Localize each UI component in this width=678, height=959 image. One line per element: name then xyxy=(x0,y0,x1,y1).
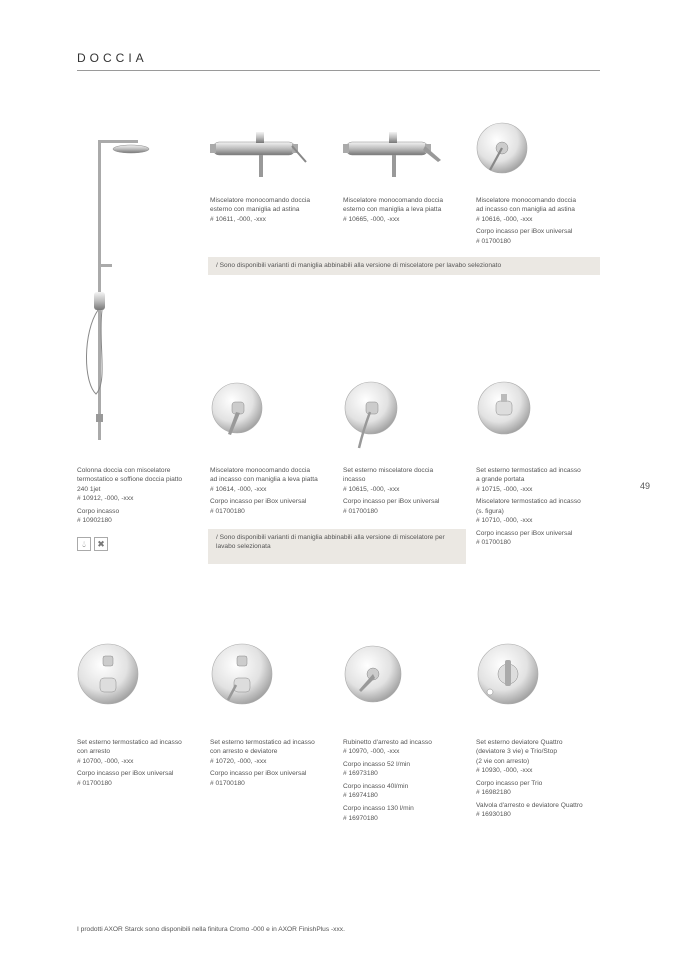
product-text-line: termostatico e soffione doccia piatto xyxy=(77,476,183,484)
article-number: # 16930180 xyxy=(476,811,511,819)
product-text-line: con arresto e deviatore xyxy=(210,748,278,756)
shut-off-valve-image xyxy=(343,642,405,708)
article-number: # 10720, -000, -xxx xyxy=(210,757,267,765)
thermostat-with-diverter-image xyxy=(210,640,276,710)
product-spec-group xyxy=(343,466,471,494)
article-number: # 10710, -000, -xxx xyxy=(476,516,533,524)
product-text-line: Corpo incasso per iBox universal xyxy=(343,498,440,506)
product-description xyxy=(77,738,205,791)
product-description xyxy=(476,466,604,551)
product-description xyxy=(210,466,338,519)
water-drop-icon: 💧︎ xyxy=(77,537,91,551)
product-description xyxy=(343,196,471,227)
product-description xyxy=(210,196,338,227)
product-text-line: Set esterno deviatore Quattro xyxy=(476,739,563,746)
product-spec-group xyxy=(343,738,471,757)
product-text-line: a grande portata xyxy=(476,476,525,484)
page-number: 49 xyxy=(640,481,651,491)
handle-variants-note: / Sono disponibili varianti di maniglia abbinabili alla versione di miscelatore per lavabo selezionato xyxy=(208,257,600,275)
concealed-mixer-lever-handle-image xyxy=(210,378,270,448)
product-spec-group xyxy=(343,760,471,779)
product-spec-group xyxy=(77,507,205,526)
concealed-shower-mixer-set-image xyxy=(343,376,403,452)
article-number: # 10700, -000, -xxx xyxy=(77,757,134,765)
article-number: # 01700180 xyxy=(210,779,245,787)
article-number: # 01700180 xyxy=(210,507,245,515)
footer-note: I prodotti AXOR Starck sono disponibili nella finitura Cromo -000 e in AXOR FinishPlus -xxx. xyxy=(77,926,345,933)
article-number: # 10912, -000, -xxx xyxy=(77,494,134,502)
article-number: # 10611, -000, -xxx xyxy=(210,215,266,223)
product-text-line: esterno con maniglia a leva piatta xyxy=(343,206,442,214)
product-text-line: Miscelatore monocomando doccia xyxy=(210,197,311,204)
product-text-line: esterno con maniglia ad astina xyxy=(210,206,300,214)
article-number: # 01700180 xyxy=(77,779,112,787)
product-spec-group xyxy=(210,769,338,788)
feature-icons xyxy=(77,537,108,551)
product-text-line: Corpo incasso per iBox universal xyxy=(476,529,573,537)
title-divider xyxy=(77,70,600,71)
product-description xyxy=(210,738,338,791)
product-spec-group xyxy=(476,227,604,246)
product-description xyxy=(343,738,471,826)
product-text-line: (s. figura) xyxy=(476,507,504,515)
product-spec-group xyxy=(343,782,471,801)
product-spec-group xyxy=(210,738,338,766)
product-text-line: Miscelatore monocomando doccia xyxy=(476,197,577,204)
product-spec-group xyxy=(476,466,604,494)
product-spec-group xyxy=(210,497,338,516)
product-text-line: Set esterno termostatico ad incasso xyxy=(476,467,581,474)
quattro-diverter-image xyxy=(476,640,542,710)
article-number: # 10970, -000, -xxx xyxy=(343,748,400,756)
product-text-line: Set esterno termostatico ad incasso xyxy=(77,739,182,746)
product-text-line: Colonna doccia con miscelatore xyxy=(77,467,171,474)
exposed-mixer-lever-handle-image xyxy=(343,128,443,178)
product-spec-group xyxy=(77,769,205,788)
product-spec-group xyxy=(343,804,471,823)
no-limescale-icon: ✖ xyxy=(94,537,108,551)
product-spec-group xyxy=(77,738,205,766)
product-spec-group xyxy=(343,497,471,516)
article-number: # 10614, -000, -xxx xyxy=(210,485,267,493)
product-text-line: Corpo incasso per iBox universal xyxy=(77,770,174,778)
product-text-line: Corpo incasso 130 l/min xyxy=(343,805,414,813)
product-spec-group xyxy=(210,196,338,224)
product-spec-group xyxy=(476,196,604,224)
product-text-line: ad incasso con maniglia a leva piatta xyxy=(210,476,318,484)
product-description xyxy=(476,196,604,249)
product-spec-group xyxy=(77,466,205,503)
thermostat-high-flow-image xyxy=(476,376,536,446)
product-text-line: Corpo incasso per iBox universal xyxy=(210,770,307,778)
product-text-line: Corpo incasso per iBox universal xyxy=(476,228,573,236)
concealed-mixer-pin-handle-image xyxy=(476,118,536,188)
shower-column-image xyxy=(78,132,158,447)
article-number: # 16974180 xyxy=(343,792,378,800)
page-title: DOCCIA xyxy=(77,51,148,65)
product-text-line: Miscelatore monocomando doccia xyxy=(343,197,444,204)
product-spec-group xyxy=(476,779,604,798)
product-text-line: (deviatore 3 vie) e Trio/Stop xyxy=(476,748,557,756)
product-text-line: 240 1jet xyxy=(77,485,101,493)
product-text-line: ad incasso con maniglia ad astina xyxy=(476,206,575,214)
article-number: # 10930, -000, -xxx xyxy=(476,766,533,774)
product-text-line: (2 vie con arresto) xyxy=(476,757,530,765)
product-text-line: con arresto xyxy=(77,748,110,756)
product-spec-group xyxy=(476,801,604,820)
product-description xyxy=(476,738,604,823)
article-number: # 16973180 xyxy=(343,770,378,778)
product-description xyxy=(343,466,471,519)
product-text-line: Miscelatore monocomando doccia xyxy=(210,467,311,474)
handle-variants-note: / Sono disponibili varianti di maniglia abbinabili alla versione di miscelatore per lavabo selezionata xyxy=(208,529,466,564)
article-number: # 10715, -000, -xxx xyxy=(476,485,533,493)
product-text-line: Valvola d'arresto e deviatore Quattro xyxy=(476,801,583,809)
product-text-line: Miscelatore termostatico ad incasso xyxy=(476,498,581,506)
product-spec-group xyxy=(476,529,604,548)
product-text-line: incasso xyxy=(343,476,366,484)
article-number: # 16982180 xyxy=(476,788,511,796)
article-number: # 10615, -000, -xxx xyxy=(343,485,400,493)
article-number: # 01700180 xyxy=(343,507,378,515)
product-text-line: Corpo incasso xyxy=(77,507,120,515)
article-number: # 01700180 xyxy=(476,539,511,547)
thermostat-with-stop-image xyxy=(76,640,142,710)
product-text-line: Corpo incasso per iBox universal xyxy=(210,498,307,506)
product-text-line: Set esterno termostatico ad incasso xyxy=(210,739,315,746)
product-text-line: Rubinetto d'arresto ad incasso xyxy=(343,739,432,746)
product-spec-group xyxy=(476,497,604,525)
article-number: # 10665, -000, -xxx xyxy=(343,215,400,223)
product-text-line: Corpo incasso 52 l/min xyxy=(343,761,411,769)
article-number: # 10902180 xyxy=(77,516,112,524)
product-spec-group xyxy=(343,196,471,224)
product-text-line: Set esterno miscelatore doccia xyxy=(343,467,434,474)
product-text-line: Corpo incasso per Trio xyxy=(476,779,543,787)
product-description xyxy=(77,466,205,529)
product-spec-group xyxy=(476,738,604,775)
article-number: # 16970180 xyxy=(343,814,378,822)
article-number: # 10616, -000, -xxx xyxy=(476,215,533,223)
article-number: # 01700180 xyxy=(476,237,511,245)
product-text-line: Corpo incasso 40l/min xyxy=(343,783,409,791)
exposed-mixer-pin-handle-image xyxy=(210,128,310,178)
product-spec-group xyxy=(210,466,338,494)
